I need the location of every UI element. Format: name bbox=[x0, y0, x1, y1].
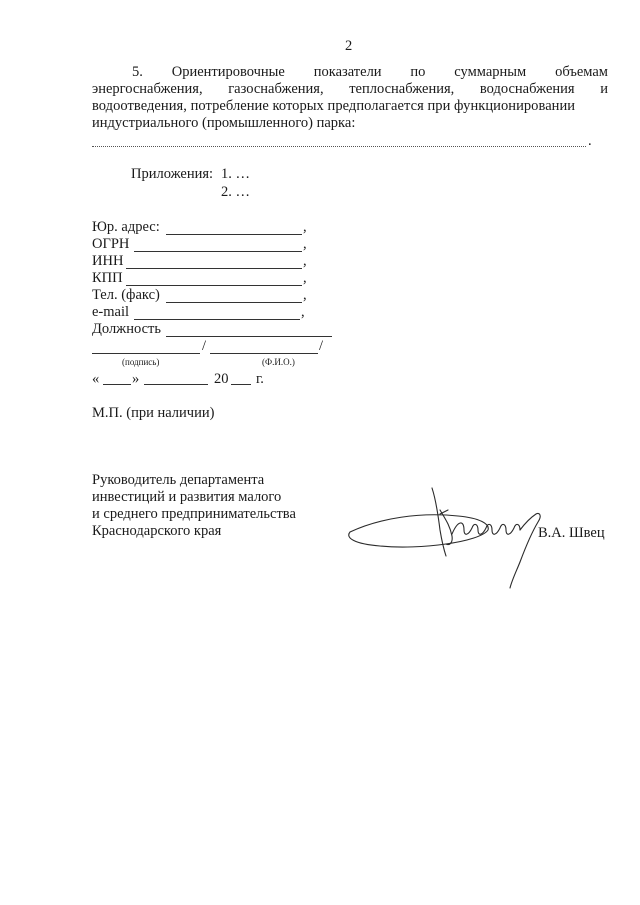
stamp-note: М.П. (при наличии) bbox=[92, 405, 215, 421]
official-title-line-4: Краснодарского края bbox=[92, 523, 222, 539]
attachment-item-2: 2. … bbox=[221, 184, 250, 200]
legal-address-field[interactable] bbox=[166, 234, 302, 235]
para5-word: Ориентировочные bbox=[171, 64, 285, 80]
inn-field[interactable] bbox=[126, 268, 302, 269]
field-comma: , bbox=[303, 253, 307, 269]
para5-word: по bbox=[410, 64, 426, 80]
slash: / bbox=[202, 338, 207, 354]
paragraph-5-line-1 bbox=[92, 64, 608, 81]
blank-line[interactable] bbox=[92, 146, 586, 147]
date-year-prefix: 20 bbox=[214, 371, 229, 387]
field-comma: , bbox=[301, 304, 305, 320]
date-month-field[interactable] bbox=[144, 384, 208, 385]
slash: / bbox=[319, 338, 324, 354]
name-caption: (Ф.И.О.) bbox=[262, 357, 295, 367]
official-title-line-1: Руководитель департамента bbox=[92, 472, 265, 488]
para5-word: и bbox=[600, 81, 608, 97]
paragraph-5-line-2 bbox=[92, 81, 608, 98]
date-close-quote: » bbox=[132, 371, 140, 387]
para5-word: показатели bbox=[313, 64, 382, 80]
phone-field[interactable] bbox=[166, 302, 302, 303]
field-comma: , bbox=[303, 270, 307, 286]
legal-address-label: Юр. адрес: bbox=[92, 219, 160, 235]
para5-word: газоснабжения, bbox=[228, 81, 324, 97]
attachments-label: Приложения: bbox=[131, 166, 214, 182]
official-title-line-2: инвестиций и развития малого bbox=[92, 489, 282, 505]
email-label: e-mail bbox=[92, 304, 130, 320]
date-day-field[interactable] bbox=[103, 384, 131, 385]
phone-label: Тел. (факс) bbox=[92, 287, 160, 303]
page-number: 2 bbox=[345, 38, 353, 54]
para5-word: водоснабжения bbox=[479, 81, 575, 97]
field-comma: , bbox=[303, 236, 307, 252]
signature-caption: (подпись) bbox=[122, 357, 160, 367]
date-open-quote: « bbox=[92, 371, 100, 387]
official-title-line-3: и среднего предпринимательства bbox=[92, 506, 296, 522]
date-year-suffix: г. bbox=[256, 371, 264, 387]
para5-word: энергоснабжения, bbox=[92, 81, 203, 97]
blank-line-end: . bbox=[588, 133, 592, 149]
ogrn-label: ОГРН bbox=[92, 236, 130, 252]
para5-word: суммарным bbox=[454, 64, 527, 80]
inn-label: ИНН bbox=[92, 253, 124, 269]
position-field[interactable] bbox=[166, 336, 332, 337]
email-field[interactable] bbox=[134, 319, 300, 320]
full-name-field[interactable] bbox=[210, 353, 318, 354]
para5-word: теплоснабжения, bbox=[349, 81, 455, 97]
date-year-field[interactable] bbox=[231, 384, 251, 385]
kpp-field[interactable] bbox=[126, 285, 302, 286]
paragraph-5-line-3: водоотведения, потребление которых предполагается при функционировании bbox=[92, 98, 576, 114]
official-name: В.А. Швец bbox=[538, 525, 605, 541]
ogrn-field[interactable] bbox=[134, 251, 302, 252]
para5-word: 5. bbox=[132, 64, 143, 80]
attachment-item-1: 1. … bbox=[221, 166, 250, 182]
para5-word: объемам bbox=[555, 64, 608, 80]
position-label: Должность bbox=[92, 321, 161, 337]
field-comma: , bbox=[303, 219, 307, 235]
paragraph-5-line-4: индустриального (промышленного) парка: bbox=[92, 115, 356, 131]
signature-field[interactable] bbox=[92, 353, 200, 354]
kpp-label: КПП bbox=[92, 270, 123, 286]
field-comma: , bbox=[303, 287, 307, 303]
